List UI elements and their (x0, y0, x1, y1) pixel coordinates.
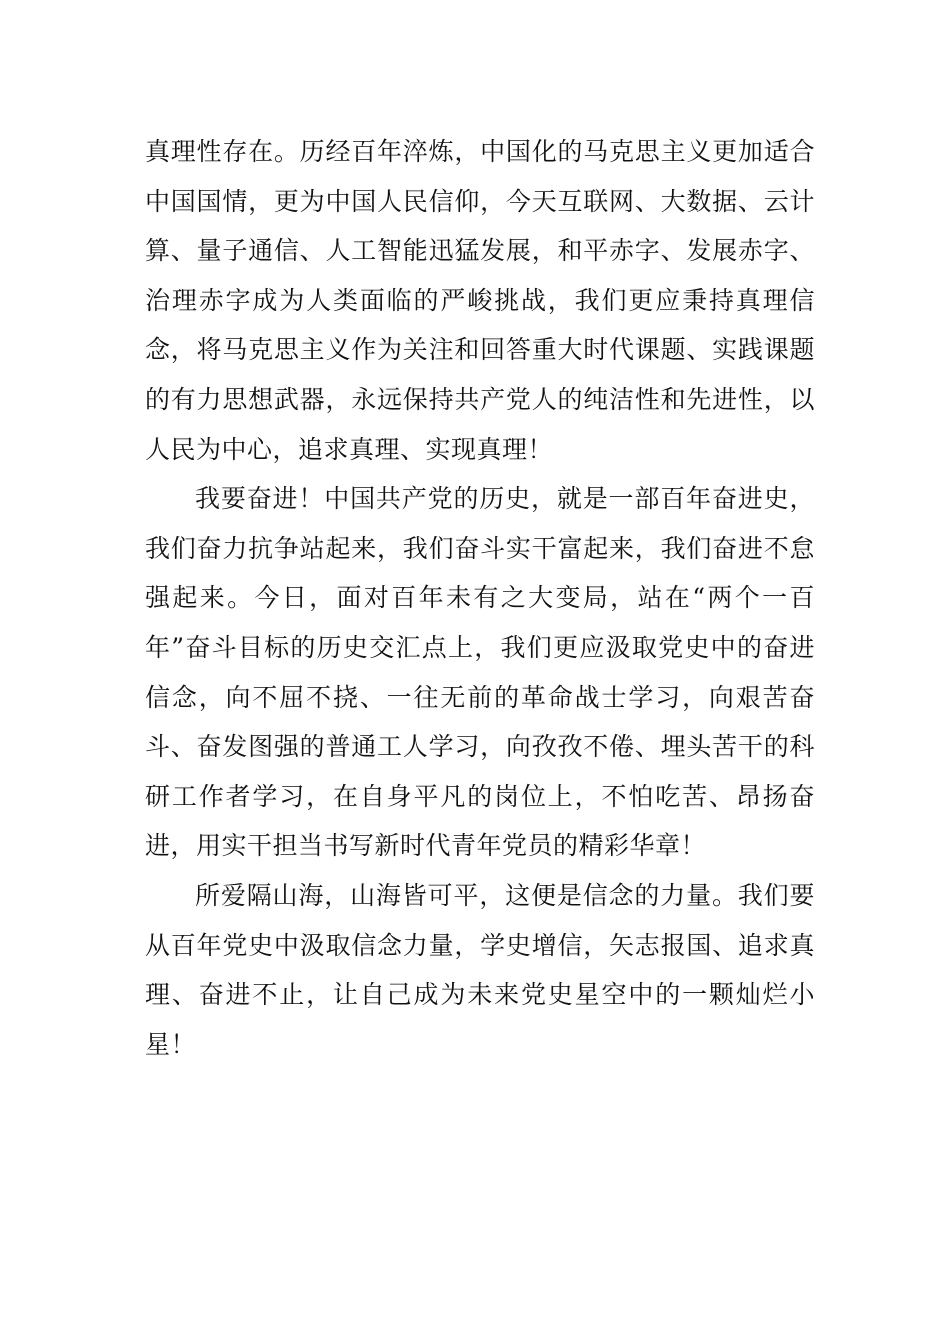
paragraph-continuation: 真理性存在。历经百年淬炼，中国化的马克思主义更加适合中国国情，更为中国人民信仰，今天互联网、大数据、云计算、量子通信、人工智能迅猛发展，和平赤字、发展赤字、治理赤字成为人类面临的严峻挑战，我们更应秉持真理信念，将马克思主义作为关注和回答重大时代课题、实践课题的有力思想武器，永远保持共产党人的纯洁性和先进性，以人民为中心，追求真理、实现真理！ (145, 137, 815, 464)
paragraph-fenjin: 我要奋进！中国共产党的历史，就是一部百年奋进史，我们奋力抗争站起来，我们奋斗实干富起来，我们奋进不怠强起来。今日，面对百年未有之大变局，站在“两个一百年”奋斗目标的历史交汇点上，我们更应汲取党史中的奋进信念，向不屈不挠、一往无前的革命战士学习，向艰苦奋斗、奋发图强的普通工人学习，向孜孜不倦、埋头苦干的科研工作者学习，在自身平凡的岗位上，不怕吃苦、昂扬奋进，用实干担当书写新时代青年党员的精彩华章！ (145, 484, 815, 861)
paragraph-conclusion: 所爱隔山海，山海皆可平，这便是信念的力量。我们要从百年党史中汲取信念力量，学史增信，矢志报国、追求真理、奋进不止，让自己成为未来党史星空中的一颗灿烂小星！ (145, 880, 815, 1059)
document-body (145, 127, 815, 1069)
